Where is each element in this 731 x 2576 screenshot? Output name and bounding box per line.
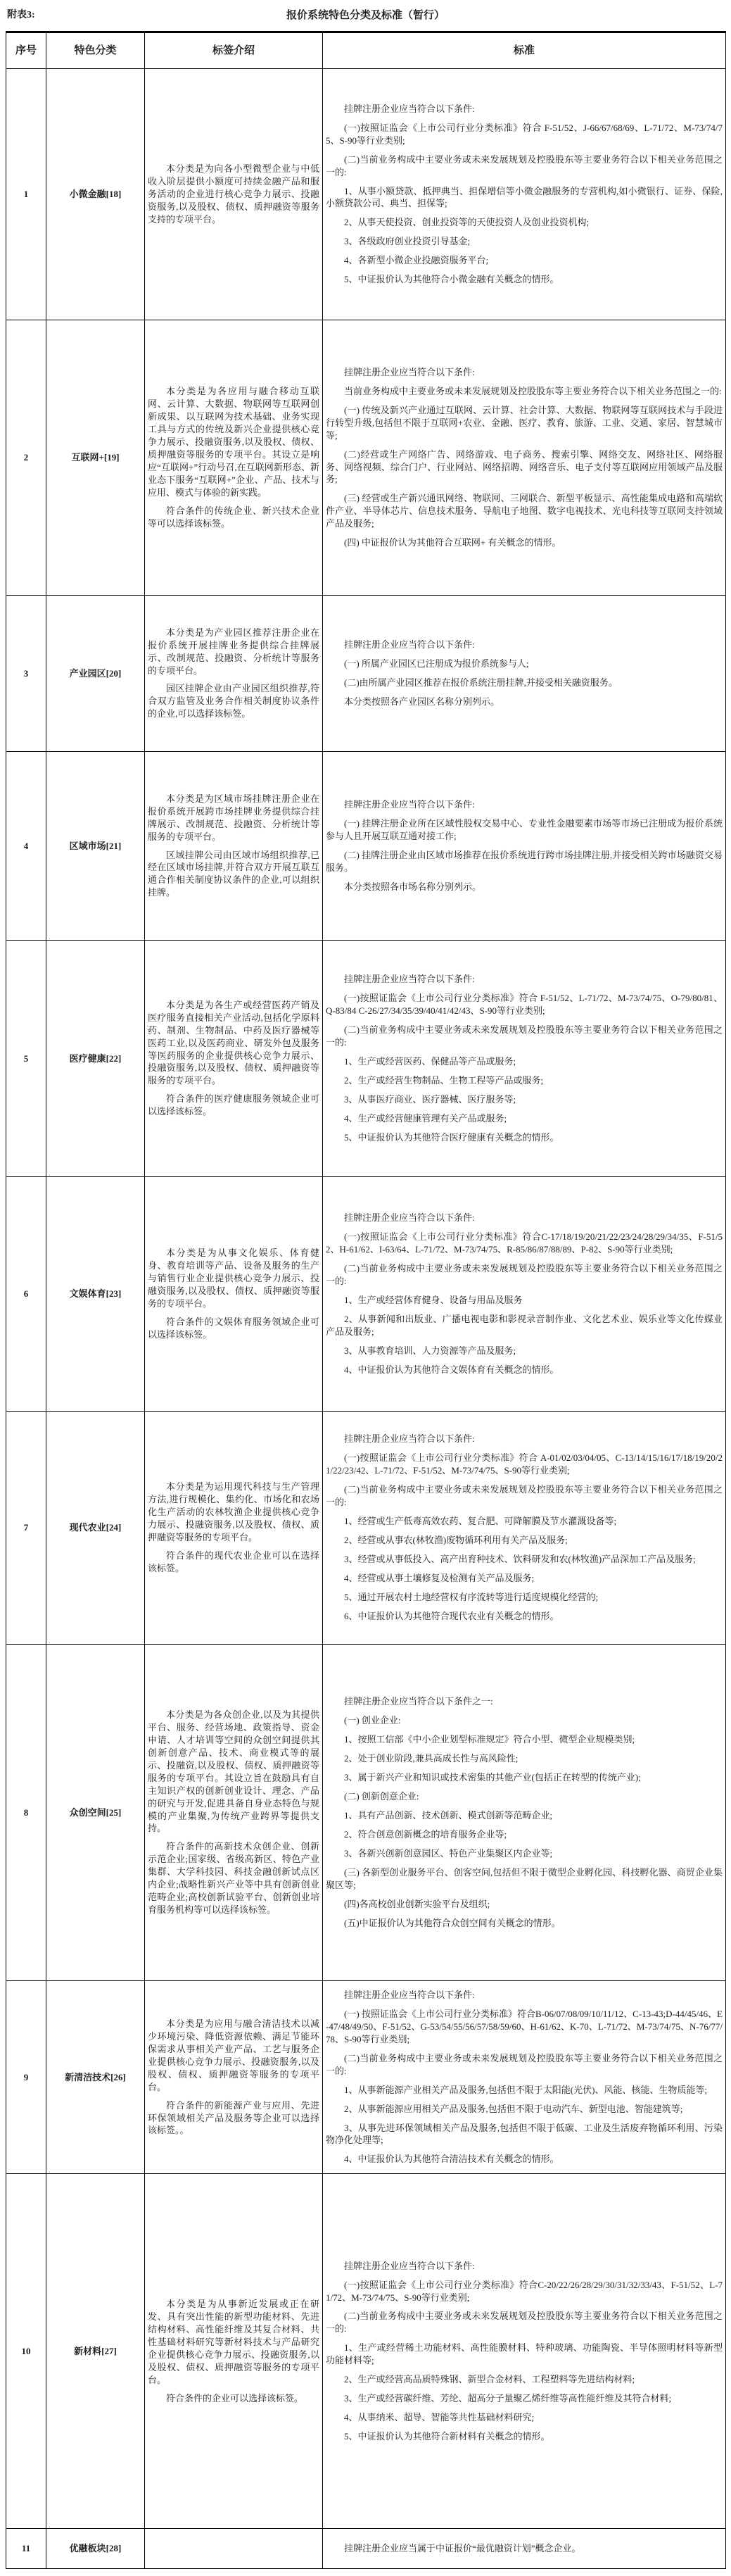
standard-paragraph: (二)当前业务构成中主要业务或未来发展规划及控股股东等主要业务符合以下相关业务范围之一的: — [326, 1484, 723, 1508]
standard-paragraph: 1、生产或经营医药、保健品等产品或服务; — [344, 1056, 516, 1067]
intro-paragraph: 本分类是为各众创企业,以及为其提供平台、服务、经营场地、政策指导、资金申请、人才培训等空间的众创空间提供其创新创意产品、技术、商业模式等的展示、投融资,以及股权、债权、质押融资等服务的专项平台。其设立旨在鼓励具有自主知识产权的创新创业设计、理念、产品的研究与开发,促进具备自身业态特色与规模的产业集聚,为传统产业跨界等提供支持。 — [148, 1709, 319, 1834]
standard-paragraph: 挂牌注册企业应当符合以下条件: — [344, 639, 475, 651]
standard-paragraph: 挂牌注册企业应当符合以下条件: — [344, 974, 475, 985]
standard-paragraph: 5、中证报价认为其他符合新材料有关概念的情形。 — [344, 2431, 550, 2442]
standard-paragraph: 2、符合创意创新概念的培育服务企业等; — [344, 1828, 507, 1840]
cell-label-intro — [145, 2529, 323, 2569]
standard-paragraph: 4、中证报价认为其他符合清洁技术有关概念的情形。 — [344, 2154, 559, 2165]
standard-paragraph: 6、中证报价认为其他符合现代农业有关概念的情形。 — [344, 1610, 559, 1621]
intro-paragraph: 本分类是为各生产或经营医药产销及医疗服务直接相关产业活动,包括化学原料药、制剂、生物制品、中药及医疗器械等医药工业,以及医药商业、研发外包及服务等医药服务的企业提供核心竞争力展示、投融资服务,以及股权、债权、质押融资等服务的专项平台。 — [148, 999, 319, 1086]
cell-label-intro — [145, 1645, 323, 1981]
standard-paragraph: (一)按照证监会《上市公司行业分类标准》符合C-17/18/19/20/21/22/23/24/28/29/34/35、F-51/52、H-61/62、I-63/64、L-71/72、M-73/74/75、R-85/86/87/88/89、P-82、S-90等行业类别; — [326, 1231, 723, 1255]
title-bar — [6, 6, 725, 24]
cell-category: 新材料[27] — [46, 2174, 145, 2529]
standard-paragraph: (一) 挂牌注册企业所在区域性股权交易中心、专业性金融要素市场等市场已注册成为报价系统参与人且开展互联互通对接工作; — [326, 818, 723, 842]
cell-serial-number: 9 — [6, 1981, 46, 2174]
cell-standard — [323, 752, 726, 941]
intro-paragraph: 符合条件的医疗健康服务领域企业可以选择该标签。 — [148, 1093, 319, 1117]
cell-category: 优融板块[28] — [46, 2529, 145, 2569]
standard-paragraph: 1、生产或经营体育健身、设备与用品及服务 — [344, 1295, 523, 1305]
standard-paragraph: 3、从事教育培训、人力资源等产品及服务; — [344, 1345, 516, 1356]
intro-paragraph: 符合条件的传统企业、新兴技术企业等可以选择该标签。 — [148, 505, 319, 529]
standard-paragraph: 2、生产或经营高品质特殊钢、新型合金材料、工程塑料等先进结构材料; — [344, 2374, 635, 2385]
standard-paragraph: 1、从事小额贷款、抵押典当、担保增信等小微金融服务的专营机构,如小微银行、证券、保险,小额贷款公司、典当、担保等; — [326, 185, 723, 209]
cell-label-intro — [145, 1981, 323, 2174]
standard-paragraph: (二)当前业务构成中主要业务或未来发展规划及控股股东等主要业务符合以下相关业务范围之一的: — [326, 1263, 723, 1287]
standard-paragraph: 5、通过开展农村土地经营权有序流转等进行适度规模化经营的; — [344, 1591, 599, 1602]
standard-paragraph: 挂牌注册企业应当符合以下条件: — [344, 1433, 475, 1445]
standard-paragraph: 3、各新兴创新创意园区、特色产业集聚区内企业等; — [344, 1847, 553, 1859]
standard-paragraph: 3、从事先进环保领域相关产品及服务,包括但不限于低碳、工业及生活废弃物循环利用、污染物净化处理等; — [326, 2122, 723, 2146]
standard-paragraph: 挂牌注册企业应当符合以下条件之一: — [344, 1696, 493, 1707]
standard-paragraph: 2、从事天使投资、创业投资等的天使投资人及创业投资机构; — [344, 217, 590, 228]
standard-paragraph: (四) 中证报价认为其他符合互联网+ 有关概念的情形。 — [344, 537, 561, 548]
standard-paragraph: (二)当前业务构成中主要业务或未来发展规划及控股股东等主要业务符合以下相关业务范围之一的: — [326, 153, 723, 177]
classification-table — [6, 31, 726, 2569]
cell-standard — [323, 2529, 726, 2569]
standard-paragraph: 2、生产或经营生物制品、生物工程等产品或服务; — [344, 1074, 544, 1086]
cell-serial-number: 5 — [6, 941, 46, 1177]
standard-paragraph: 3、属于新兴产业和知识或技术密集的其他产业(包括正在转型的传统产业); — [344, 1772, 641, 1783]
table-row — [6, 1177, 726, 1412]
cell-label-intro — [145, 752, 323, 941]
cell-label-intro — [145, 69, 323, 320]
intro-paragraph: 本分类是为各应用与融合移动互联网、云计算、大数据、物联网等互联网创新成果、以互联网为技术基础、业务实现工具与方式的传统及新兴企业提供核心竞争力展示、投融资服务,以及股权、债权、质押融资等服务的专项平台。其设立是响应“互联网+”行动号召,在互联网新形态、新业态下服务“互联网+”企业、产品、技术与应用、模式与体验的新实践。 — [148, 386, 319, 498]
cell-standard — [323, 69, 726, 320]
standard-paragraph: 本分类按照各产业园区名称分别列示。 — [344, 696, 500, 707]
cell-category: 产业园区[20] — [46, 596, 145, 752]
cell-serial-number: 2 — [6, 320, 46, 596]
table-row — [6, 1412, 726, 1645]
cell-category: 小微金融[18] — [46, 69, 145, 320]
standard-paragraph: 5、中证报价认为其他符合小微金融有关概念的情形。 — [344, 274, 559, 285]
header-intro: 标签介绍 — [145, 32, 323, 69]
page-title: 报价系统特色分类及标准（暂行） — [286, 10, 445, 21]
cell-serial-number: 1 — [6, 69, 46, 320]
standard-paragraph: 1、生产或经营稀土功能材料、高性能膜材料、特种玻璃、功能陶瓷、半导体照明材料等新型功能材料等; — [326, 2342, 723, 2366]
standard-paragraph: (二) 创新创意企业: — [344, 1791, 419, 1802]
cell-standard — [323, 1645, 726, 1981]
intro-paragraph: 园区挂牌企业由产业园区组织推荐,符合双方监管及业务合作相关制度协议条件的企业,可以选择该标签。 — [148, 683, 319, 720]
table-row — [6, 941, 726, 1177]
standard-paragraph: (三) 各新型创业服务平台、创客空间,包括但不限于微型企业孵化园、科技孵化器、商贸企业集聚区等; — [326, 1866, 723, 1890]
standard-paragraph: 4、生产或经营健康管理有关产品或服务; — [344, 1112, 507, 1124]
cell-standard — [323, 2174, 726, 2529]
header-category: 特色分类 — [46, 32, 145, 69]
standard-paragraph: (二) 挂牌注册企业由区域市场推荐在报价系统进行跨市场挂牌注册,并接受相关跨市场融资交易服务。 — [326, 850, 723, 873]
intro-paragraph: 本分类是为向各小型微型企业与中低收入阶层提供小额度可持续金融产品和服务活动的企业进行核心竞争力展示、投融资服务,以及股权、债权、质押融资等服务支持的专项平台。 — [148, 163, 319, 225]
standard-paragraph: 挂牌注册企业应当符合以下条件: — [344, 2260, 475, 2271]
standard-paragraph: 2、从事新能源应用相关产品及服务,包括但不限于电动汽车、新型电池、智能建筑等; — [344, 2103, 683, 2114]
intro-paragraph: 本分类是为产业园区推荐注册企业在报价系统开展挂牌业务提供综合挂牌展示、改制规范、投融资、分析统计等服务的专项平台。 — [148, 627, 319, 676]
cell-standard — [323, 320, 726, 596]
table-row — [6, 1981, 726, 2174]
standard-paragraph: (四)各高校创业创新实验平台及组织; — [344, 1898, 490, 1909]
standard-paragraph: 2、从事新闻和出版业、广播电视电影和影视录音制作业、文化艺术业、娱乐业等文化传媒业产品及服务; — [326, 1313, 723, 1337]
intro-paragraph: 本分类是为从事新近发展或正在研发、具有突出性能的新型功能材料、先进结构材料、高性能纤维及其复合材料、共性基础材料研究等新材料技术与产品研究企业提供核心竞争力展示、投融资服务,以及股权、债权、质押融资等服务的专项平台。 — [148, 2299, 319, 2385]
cell-category: 现代农业[24] — [46, 1412, 145, 1645]
standard-paragraph: (二)当前业务构成中主要业务或未来发展规划及控股股东等主要业务符合以下相关业务范围之一的: — [326, 2052, 723, 2076]
intro-paragraph: 符合条件的企业可以选择该标签。 — [166, 2392, 304, 2404]
cell-label-intro — [145, 2174, 323, 2529]
table-row — [6, 320, 726, 596]
standard-paragraph: 挂牌注册企业应当符合以下条件: — [344, 1990, 475, 2000]
standard-paragraph: 2、经营或从事农(林牧渔)废物循环利用有关产品及服务; — [344, 1534, 568, 1545]
standard-paragraph: (一)按照证监会《上市公司行业分类标准》符合 F-51/52、L-71/72、M-73/74/75、O-79/80/81、Q-83/84 C-26/27/34/35/39/40/41/42/43、S-90等行业类别; — [326, 993, 723, 1017]
cell-standard — [323, 1412, 726, 1645]
intro-paragraph: 本分类是为应用与融合清洁技术以减少环境污染、降低资源依赖、满足节能环保需求从事相关产业产品、工艺与服务企业提供核心竞争力展示、投融资服务,以及股权、债权、质押融资等服务的专项平台。 — [148, 2018, 319, 2092]
standard-paragraph: 3、各级政府创业投资引导基金; — [344, 236, 471, 247]
standard-paragraph: (一) 创业企业: — [344, 1715, 401, 1726]
document-page — [6, 0, 725, 2576]
cell-category: 众创空间[25] — [46, 1645, 145, 1981]
table-row — [6, 2174, 726, 2529]
standard-paragraph: 1、按照工信部《中小企业划型标准规定》符合小型、微型企业规模类别; — [344, 1734, 635, 1745]
standard-paragraph: (二)当前业务构成中主要业务或未来发展规划及控股股东等主要业务符合以下相关业务范围之一的: — [326, 1024, 723, 1048]
standard-paragraph: 5、中证报价认为其他符合医疗健康有关概念的情形。 — [344, 1131, 559, 1143]
cell-label-intro — [145, 1177, 323, 1412]
intro-paragraph: 符合条件的高新技术众创企业、创新示范企业;国家级、省级高新区、特色产业集群、大学科技园、科技金融创新试点区内企业;战略性新兴产业等中具有创新创业范畴企业;高校创新试验平台、创新创业培育服务机构等可以选择该标签。 — [148, 1841, 319, 1916]
standard-paragraph: 本分类按照各市场名称分别列示。 — [344, 881, 482, 892]
cell-serial-number: 3 — [6, 596, 46, 752]
standard-paragraph: 1、从事新能源产业相关产品及服务,包括但不限于太阳能(光伏)、风能、核能、生物质能等; — [344, 2084, 708, 2095]
standard-paragraph: (二)当前业务构成中主要业务或未来发展规划及控股股东等主要业务符合以下相关业务范围之一的: — [326, 2311, 723, 2335]
table-row — [6, 1645, 726, 1981]
cell-serial-number: 4 — [6, 752, 46, 941]
standard-paragraph: (一)按照证监会《上市公司行业分类标准》符合C-20/22/26/28/29/30/31/32/33/43、F-51/52、L-71/72、M-73/74/75、S-90等行业类别; — [326, 2279, 723, 2303]
standard-paragraph: (二)由所属产业园区推荐在报价系统注册挂牌,并接受相关融资服务。 — [344, 677, 618, 688]
standard-paragraph: 3、生产或经营碳纤维、芳纶、超高分子量聚乙烯纤维等高性能纤维及其符合材料; — [344, 2393, 672, 2404]
standard-paragraph: 3、经营或从事低投入、高产出育种技术、饮料研发和农(林牧渔)产品深加工产品及服务; — [344, 1553, 696, 1564]
standard-paragraph: (二)经营或生产网络广告、网络游戏、电子商务、搜索引擎、网络交友、网络社区、网络服务、网络视频、综合门户、行业网站、网络招聘、网络音乐、电子支付等互联网应用领域产品及服务; — [326, 448, 723, 485]
standard-paragraph: (一)按照证监会《上市公司行业分类标准》符合 F-51/52、J-66/67/68/69、L-71/72、M-73/74/75、S-90等行业类别; — [326, 122, 723, 146]
cell-standard — [323, 1177, 726, 1412]
standard-paragraph: 4、各新型小微企业投融资服务平台; — [344, 255, 489, 266]
cell-label-intro — [145, 1412, 323, 1645]
standard-paragraph: 4、中证报价认为其他符合文娱体育有关概念的情形。 — [344, 1364, 559, 1375]
table-row — [6, 2529, 726, 2569]
cell-serial-number: 10 — [6, 2174, 46, 2529]
cell-label-intro — [145, 596, 323, 752]
cell-standard — [323, 1981, 726, 2174]
cell-category: 互联网+[19] — [46, 320, 145, 596]
intro-paragraph: 本分类是为运用现代科技与生产管理方法,进行规模化、集约化、市场化和农场化生产活动的农林牧渔企业提供核心竞争力展示、投融资服务,以及股权、债权、质押融资等服务的专项平台。 — [148, 1481, 319, 1543]
standard-paragraph: 挂牌注册企业应当符合以下条件: — [344, 103, 475, 114]
cell-label-intro — [145, 941, 323, 1177]
standard-paragraph: (五)中证报价认为其他符合众创空间有关概念的情形。 — [344, 1917, 561, 1928]
annex-label: 附表3: — [7, 10, 35, 20]
table-body — [6, 69, 726, 2569]
standard-paragraph: 4、从事纳米、超导、智能等共性基础材料研究; — [344, 2412, 535, 2423]
intro-paragraph: 符合条件的文娱体育服务领域企业可以选择该标签。 — [148, 1316, 319, 1340]
cell-standard — [323, 941, 726, 1177]
cell-category: 文娱体育[23] — [46, 1177, 145, 1412]
header-row — [6, 32, 726, 69]
standard-paragraph: 挂牌注册企业应当符合以下条件: — [344, 366, 475, 377]
standard-paragraph: 挂牌注册企业应当符合以下条件: — [344, 799, 475, 810]
cell-category: 医疗健康[22] — [46, 941, 145, 1177]
intro-paragraph: 符合条件的现代农业企业可以在选择该标签。 — [148, 1550, 319, 1573]
table-row — [6, 596, 726, 752]
cell-standard — [323, 596, 726, 752]
standard-paragraph: (三) 经营或生产新兴通讯网络、物联网、三网联合、新型平板显示、高性能集成电路和高端软件产业、半导体芯片、信息技术服务、导航电子地图、数字电视技术、光电科技等互联网支持领域产品及服务; — [326, 493, 723, 529]
standard-paragraph: 3、从事医疗商业、医疗器械、医疗服务等; — [344, 1093, 516, 1105]
intro-paragraph: 本分类是为从事文化娱乐、体育健身、教育培训等产品、设备及服务的生产与销售行业企业提供核心竞争力展示、投融资服务,以及股权、债权、质押融资等服务的专项平台。 — [148, 1248, 319, 1309]
cell-serial-number: 8 — [6, 1645, 46, 1981]
standard-paragraph: 挂牌注册企业应当属于中证报价“最优融资计划”概念企业。 — [344, 2543, 581, 2554]
standard-paragraph: (一) 按照证监会《上市公司行业分类标准》符合B-06/07/08/09/10/11/12、C-13-43;D-44/45/46、E-47/48/49/50、F-51/52、G-53/54/55/56/57/58/59/60、H-61/62、K-70、L-71/72、M-73/74/75、N-76/77/78、S-90等行业类别; — [326, 2008, 723, 2044]
table-row — [6, 69, 726, 320]
table-row — [6, 752, 726, 941]
standard-paragraph: 挂牌注册企业应当符合以下条件: — [344, 1212, 475, 1224]
header-no: 序号 — [6, 32, 46, 69]
standard-paragraph: 当前业务构成中主要业务或未来发展规划及控股股东等主要业务符合以下相关业务范围之一的: — [344, 385, 722, 396]
standard-paragraph: 1、具有产品创新、技术创新、模式创新等范畴企业; — [344, 1810, 553, 1821]
intro-paragraph: 区域挂牌公司由区域市场组织推荐,已经在区域市场挂牌,并符合双方开展互联互通合作相关制度协议条件的企业,可以组织挂牌。 — [148, 849, 319, 898]
cell-category: 新清洁技术[26] — [46, 1981, 145, 2174]
standard-paragraph: 1、经营或生产低毒高效农药、复合肥、可降解膜及节水灌溉设备等; — [344, 1516, 617, 1527]
standard-paragraph: (一) 所属产业园区已注册成为报价系统参与人; — [344, 658, 529, 670]
header-standard: 标准 — [323, 32, 726, 69]
standard-paragraph: (一)按照证监会《上市公司行业分类标准》符合 A-01/02/03/04/05、C-13/14/15/16/17/18/19/20/21/22/23/42、L-71/72、F-51/52、M-73/74/75、S-90等行业类别; — [326, 1452, 723, 1476]
cell-label-intro — [145, 320, 323, 596]
cell-serial-number: 11 — [6, 2529, 46, 2569]
intro-paragraph: 符合条件的新能源产业与应用、先进环保领域相关产品及服务等企业可以选择该标签。。 — [148, 2099, 319, 2136]
standard-paragraph: 2、处于创业阶段,兼具高成长性与高风险性; — [344, 1753, 519, 1764]
standard-paragraph: 4、经营或从事土壤修复及检测有关产品及服务; — [344, 1572, 535, 1583]
intro-paragraph: 本分类是为区域市场挂牌注册企业在报价系统开展跨市场挂牌业务提供综合挂牌展示、改制规范、投融资、分析统计等服务的专项平台。 — [148, 793, 319, 842]
cell-serial-number: 7 — [6, 1412, 46, 1645]
standard-paragraph: (一) 传统及新兴产业通过互联网、云计算、社会计算、大数据、物联网等互联网技术与手段进行转型升级,包括但不限于互联网+农业、金融、医疗、教育、旅游、工业、交通、家居、智慧城市等; — [326, 404, 723, 441]
cell-category: 区域市场[21] — [46, 752, 145, 941]
cell-serial-number: 6 — [6, 1177, 46, 1412]
